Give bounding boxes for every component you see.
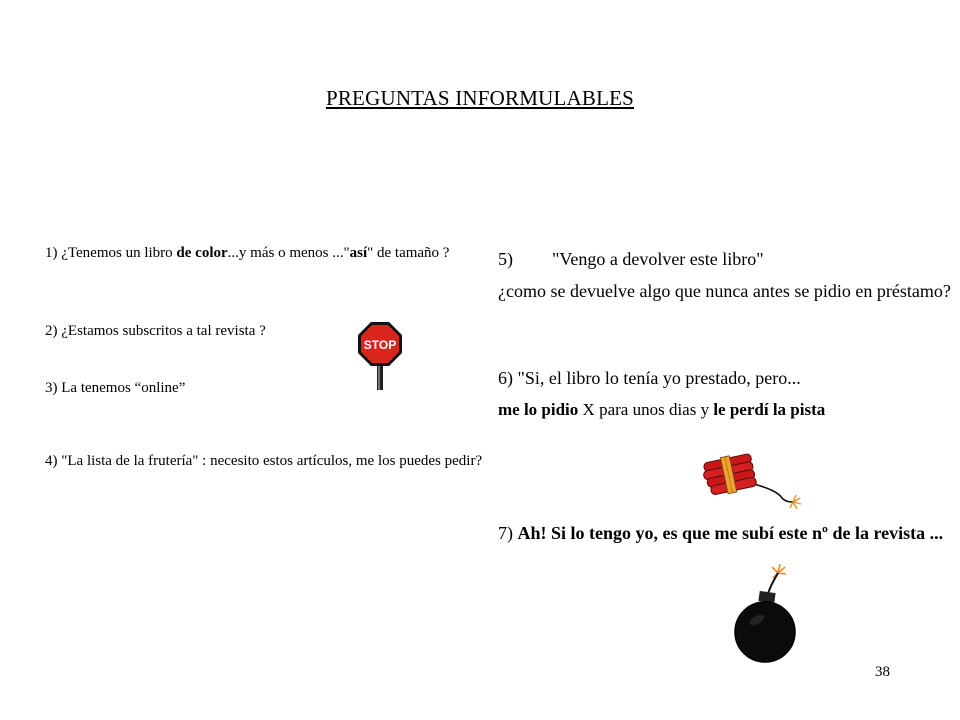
question-5: [498, 247, 960, 271]
q1-text-e: " de tamaño ?: [367, 245, 450, 261]
q1-text-bold-asi: así: [349, 245, 368, 261]
q5-number: 5): [498, 249, 513, 269]
question-5-follow: ¿como se devuelve algo que nunca antes se pidio en préstamo?: [498, 281, 951, 301]
slide-title: PREGUNTAS INFORMULABLES: [325, 86, 635, 110]
q5-text: "Vengo a devolver este libro": [552, 249, 764, 269]
dynamite-icon: [700, 452, 805, 512]
stop-sign-text: STOP: [363, 338, 397, 352]
bomb-icon: [730, 562, 810, 670]
question-6-line-2: [498, 398, 928, 422]
question-3: 3) La tenemos “online”: [45, 380, 186, 396]
question-4: 4) "La lista de la frutería" : necesito estos artículos, me los puedes pedir?: [45, 453, 483, 469]
q1-text-c: ...y más o menos ...": [227, 245, 350, 261]
question-6-line-1: 6) "Si, el libro lo tenía yo prestado, pero...: [498, 368, 801, 388]
q6-bold-pidio: me lo pidio: [498, 400, 579, 419]
q6-bold-pista: le perdí la pista: [713, 400, 826, 419]
question-1: [45, 243, 522, 263]
stop-sign-icon: [356, 320, 404, 392]
q1-text-a: 1) ¿Tenemos un libro: [45, 245, 177, 261]
question-2: 2) ¿Estamos subscritos a tal revista ?: [45, 323, 266, 339]
question-7: [498, 521, 960, 545]
q7-bold-text: Ah! Si lo tengo yo, es que me subí este nº de la revista ...: [517, 523, 944, 543]
q6-text-b: X para unos dias y: [578, 400, 714, 419]
q1-text-bold-color: de color: [176, 245, 228, 261]
q7-number: 7): [498, 523, 518, 543]
page-number: 38: [875, 664, 890, 680]
